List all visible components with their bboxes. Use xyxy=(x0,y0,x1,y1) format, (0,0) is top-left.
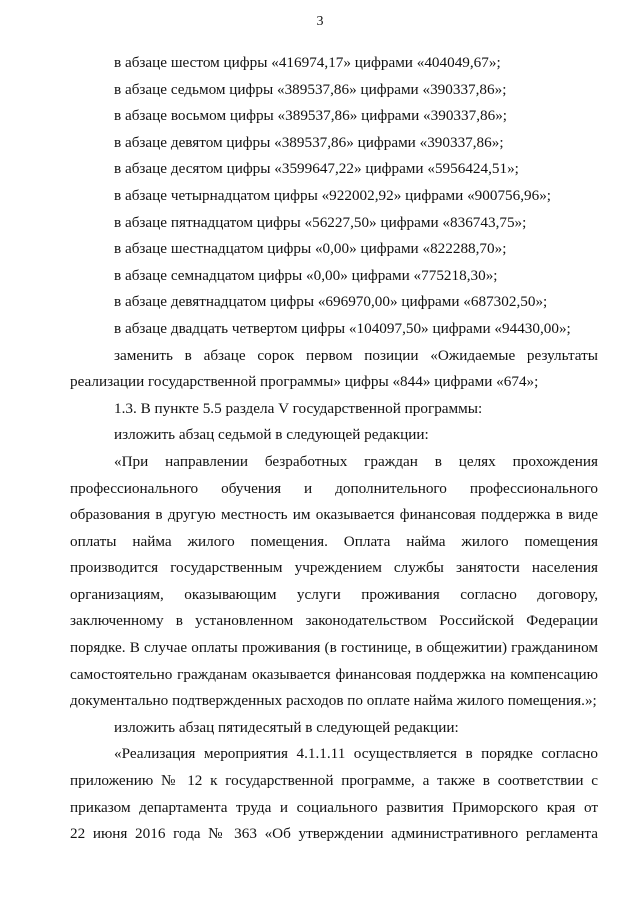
text-line: в абзаце восьмом цифры «389537,86» цифрами «390337,86»; xyxy=(114,107,508,125)
page-number: 3 xyxy=(316,14,324,29)
text-line: в абзаце двадцать четвертом цифры «104097,50» цифрами «94430,00»; xyxy=(114,319,571,337)
text-line: в абзаце десятом цифры «3599647,22» цифрами «5956424,51»; xyxy=(114,160,519,178)
text-line: приложению № 12 к государственной программе, а также в соответствии с xyxy=(70,772,598,790)
text-line: оплаты найма жилого помещения. Оплата найма жилого помещения xyxy=(70,532,598,550)
text-line: в абзаце девятнадцатом цифры «696970,00» цифрами «687302,50»; xyxy=(114,293,548,311)
text-line: в абзаце седьмом цифры «389537,86» цифрами «390337,86»; xyxy=(114,80,507,98)
text-line: образования в другую местность им оказывается финансовая поддержка в виде xyxy=(70,506,598,524)
text-line: изложить абзац седьмой в следующей редакции: xyxy=(114,426,429,444)
text-line: в абзаце шестом цифры «416974,17» цифрами «404049,67»; xyxy=(114,54,501,71)
text-line: порядке. В случае оплаты проживания (в гостинице, в общежитии) гражданином xyxy=(70,639,598,657)
text-line: «При направлении безработных граждан в целях прохождения xyxy=(114,452,598,470)
text-line: заменить в абзаце сорок первом позиции «Ожидаемые результаты xyxy=(114,346,598,364)
text-line: заключенному в установленном законодательством Российской Федерации xyxy=(70,612,598,630)
text-line: самостоятельно гражданам оказывается финансовая поддержка на компенсацию xyxy=(70,665,598,683)
text-line: в абзаце семнадцатом цифры «0,00» цифрами «775218,30»; xyxy=(114,266,498,284)
text-line: 1.3. В пункте 5.5 раздела V государственной программы: xyxy=(114,399,483,417)
text-line: в абзаце пятнадцатом цифры «56227,50» цифрами «836743,75»; xyxy=(114,213,527,231)
text-line: профессионального обучения и дополнительного профессионального xyxy=(70,479,598,497)
text-line: «Реализация мероприятия 4.1.1.11 осуществляется в порядке согласно xyxy=(114,745,598,763)
text-line: в абзаце девятом цифры «389537,86» цифрами «390337,86»; xyxy=(114,133,504,151)
text-line: изложить абзац пятидесятый в следующей редакции: xyxy=(114,718,459,736)
document-body xyxy=(70,50,598,848)
text-line: в абзаце четырнадцатом цифры «922002,92» цифрами «900756,96»; xyxy=(114,186,552,204)
text-line: реализации государственной программы» цифры «844» цифрами «674»; xyxy=(70,373,539,391)
text-line: 22 июня 2016 года № 363 «Об утверждении административного регламента xyxy=(70,825,598,843)
text-line: приказом департамента труда и социального развития Приморского края от xyxy=(70,798,598,816)
text-line: организациям, оказывающим услуги проживания согласно договору, xyxy=(70,585,598,603)
text-line: в абзаце шестнадцатом цифры «0,00» цифрами «822288,70»; xyxy=(114,240,507,258)
text-line: производится государственным учреждением службы занятости населения xyxy=(70,559,598,577)
text-line: документально подтвержденных расходов по оплате найма жилого помещения.»; xyxy=(70,692,597,710)
